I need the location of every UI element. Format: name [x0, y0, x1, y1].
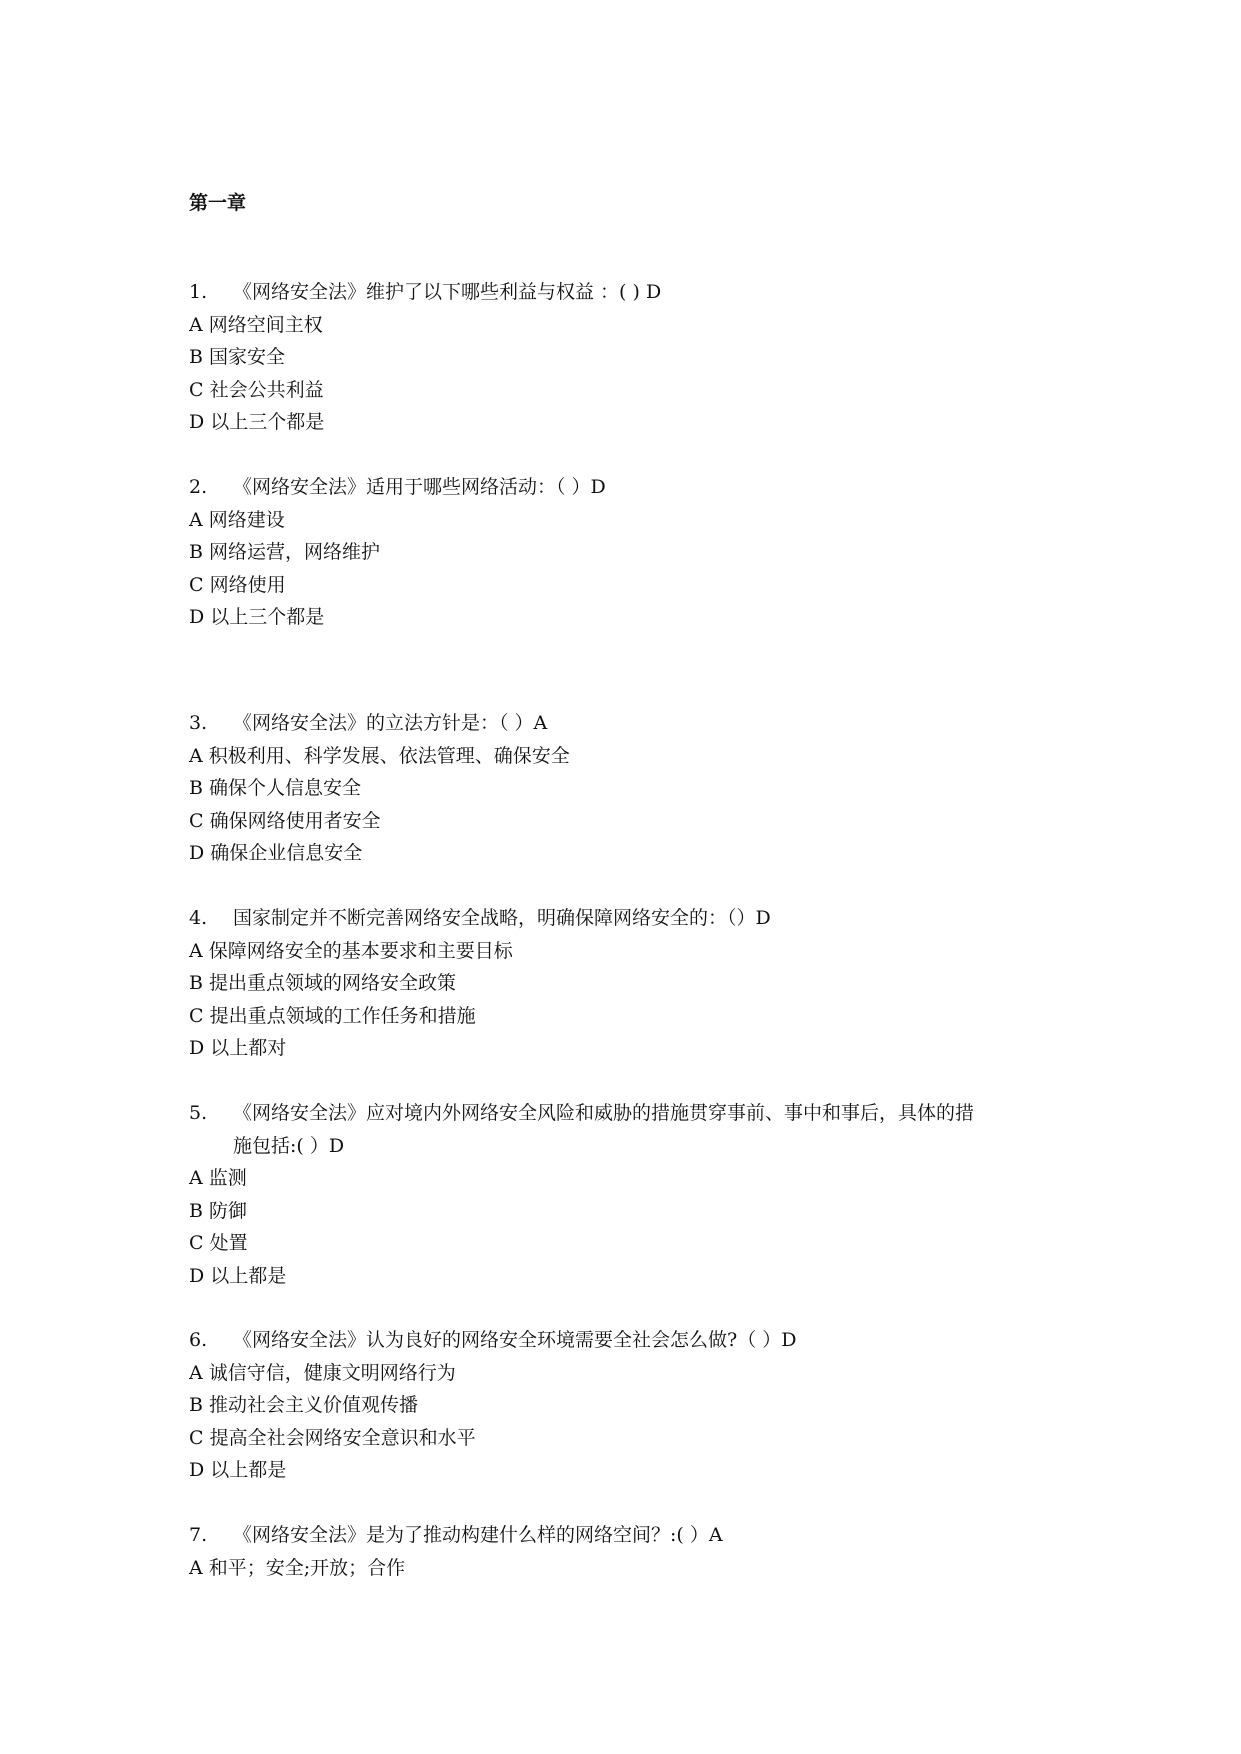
option-b: B 防御	[189, 1199, 248, 1222]
question-stem	[189, 905, 1069, 938]
option-b: B 网络运营，网络维护	[189, 541, 381, 563]
question-text: 《网络安全法》认为良好的网络安全环境需要全社会怎么做?（ ）D	[233, 1329, 797, 1351]
question-text-line-1: 《网络安全法》应对境内外网络安全风险和威胁的措施贯穿事前、事中和事后，具体的措	[233, 1102, 975, 1124]
option-a: A 积极利用、科学发展、依法管理、确保安全	[189, 744, 570, 767]
option-d: D 确保企业信息安全	[189, 842, 363, 864]
option-d: D 以上都是	[189, 1264, 287, 1287]
option-a: A 网络空间主权	[189, 313, 323, 336]
option-a: A 诚信守信，健康文明网络行为	[189, 1361, 456, 1384]
question-stem	[189, 1100, 1069, 1133]
question-number: 4.	[189, 907, 208, 929]
question-stem-continuation	[189, 1133, 1069, 1166]
question-text-line-2: 施包括:( ）D	[233, 1134, 345, 1157]
option-a: A 监测	[189, 1167, 247, 1189]
question-6	[189, 1327, 1069, 1490]
question-5	[189, 1100, 1069, 1295]
option-b: B 国家安全	[189, 346, 286, 368]
question-3	[189, 710, 1069, 873]
chapter-title: 第一章	[189, 192, 247, 214]
option-a: A 和平；安全;开放；合作	[189, 1556, 406, 1579]
question-7	[189, 1522, 1069, 1587]
option-c: C 社会公共利益	[189, 378, 324, 401]
option-a: A 保障网络安全的基本要求和主要目标	[189, 939, 513, 962]
question-1	[189, 279, 1069, 442]
question-4	[189, 905, 1069, 1068]
option-b: B 提出重点领域的网络安全政策	[189, 972, 457, 994]
question-number: 1.	[189, 281, 208, 303]
option-c: C 提出重点领域的工作任务和措施	[189, 1004, 476, 1027]
option-c: C 提高全社会网络安全意识和水平	[189, 1426, 476, 1449]
question-number: 7.	[189, 1524, 208, 1546]
option-b: B 推动社会主义价值观传播	[189, 1394, 419, 1416]
question-number: 2.	[189, 476, 208, 498]
question-stem	[189, 710, 1069, 743]
question-text: 《网络安全法》维护了以下哪些利益与权益 ：( ) D	[233, 281, 662, 303]
question-number: 3.	[189, 712, 208, 734]
question-stem	[189, 1522, 1069, 1555]
question-text: 《网络安全法》的立法方针是：（ ）A	[233, 712, 548, 734]
option-d: D 以上三个都是	[189, 411, 325, 433]
option-c: C 处置	[189, 1232, 248, 1254]
question-stem	[189, 1327, 1069, 1360]
option-d: D 以上都对	[189, 1037, 287, 1059]
option-d: D 以上三个都是	[189, 606, 325, 628]
question-stem	[189, 474, 1069, 507]
option-a: A 网络建设	[189, 508, 285, 531]
question-text: 《网络安全法》适用于哪些网络活动：（ ）D	[233, 476, 606, 498]
option-b: B 确保个人信息安全	[189, 777, 362, 799]
question-2	[189, 474, 1069, 637]
question-number: 5.	[189, 1102, 208, 1124]
option-c: C 确保网络使用者安全	[189, 809, 381, 832]
question-stem	[189, 279, 1069, 312]
option-c: C 网络使用	[189, 573, 286, 596]
question-number: 6.	[189, 1329, 208, 1351]
question-text: 国家制定并不断完善网络安全战略，明确保障网络安全的：（）D	[233, 907, 771, 929]
option-d: D 以上都是	[189, 1459, 287, 1481]
question-text: 《网络安全法》是为了推动构建什么样的网络空间？:( ）A	[233, 1524, 723, 1546]
